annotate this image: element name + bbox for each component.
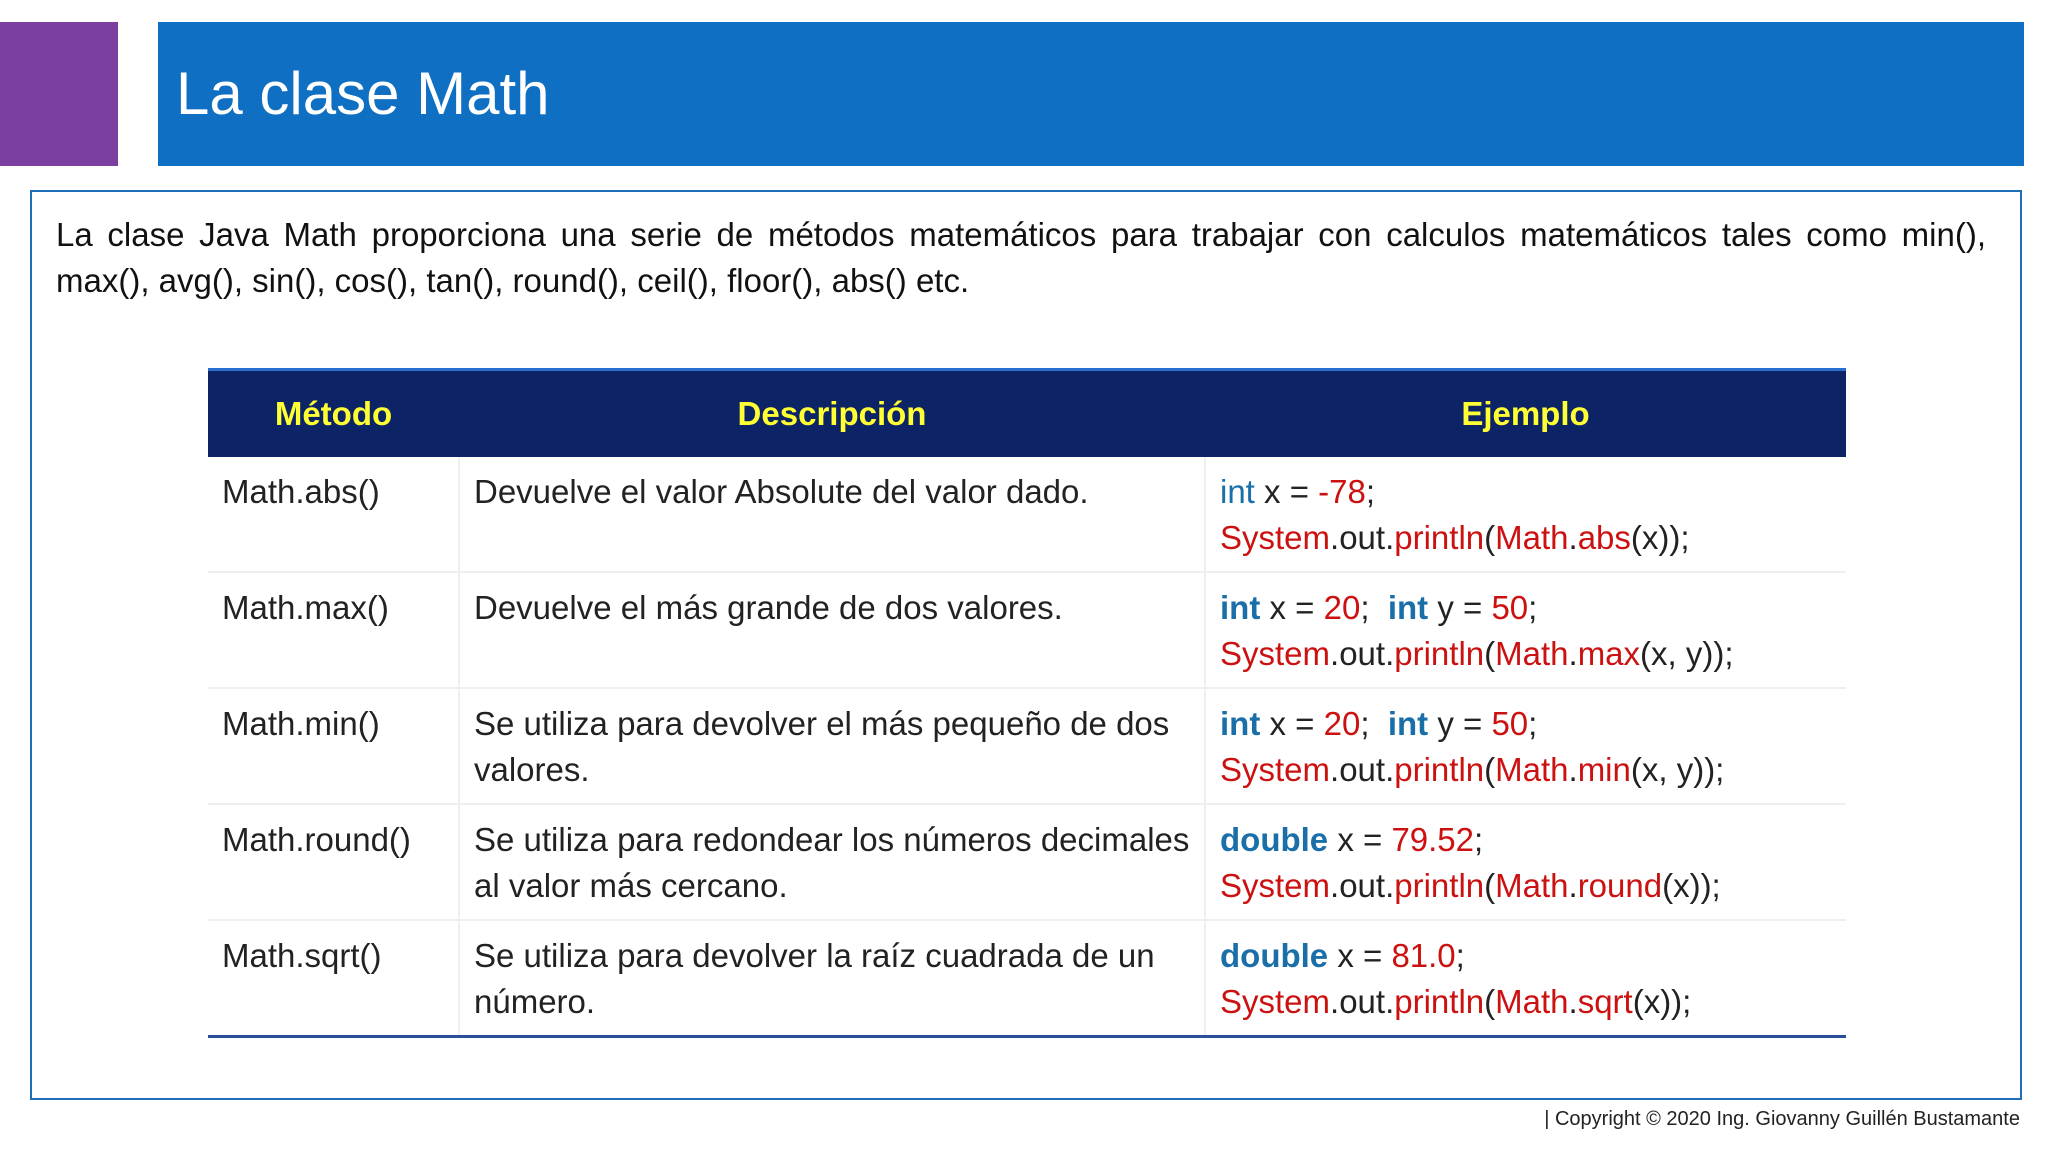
method-name: Math.sqrt() bbox=[208, 920, 459, 1037]
code-token: ; bbox=[1360, 705, 1388, 742]
code-token: ; bbox=[1474, 821, 1484, 858]
code-token: int bbox=[1220, 705, 1261, 742]
code-token: round bbox=[1577, 867, 1663, 904]
code-token: (x)); bbox=[1630, 519, 1690, 556]
method-example bbox=[1205, 572, 1846, 688]
title-bar bbox=[158, 22, 2024, 166]
code-token: ; bbox=[1360, 589, 1388, 626]
code-token: int bbox=[1387, 589, 1429, 626]
code-token: println bbox=[1394, 867, 1485, 904]
code-line bbox=[1220, 747, 1832, 793]
code-token: int bbox=[1220, 473, 1255, 510]
method-description: Se utiliza para devolver la raíz cuadrada de un número. bbox=[459, 920, 1205, 1037]
code-token: println bbox=[1394, 983, 1485, 1020]
table-row bbox=[208, 572, 1846, 688]
method-name: Math.round() bbox=[208, 804, 459, 920]
code-token: ( bbox=[1484, 519, 1496, 556]
code-token: min bbox=[1577, 751, 1631, 788]
intro-paragraph: La clase Java Math proporciona una serie de métodos matemáticos para trabajar con calculos matemáticos tales como min(), max(), avg(), sin(), cos(), tan(), round(), ceil(), floor(), abs() etc. bbox=[56, 216, 1986, 299]
methods-table bbox=[208, 368, 1846, 1038]
table-row bbox=[208, 920, 1846, 1037]
accent-square bbox=[0, 22, 118, 166]
code-token: System bbox=[1220, 751, 1331, 788]
code-token: 50 bbox=[1491, 589, 1529, 626]
code-token: (x)); bbox=[1632, 983, 1692, 1020]
code-token: 81.0 bbox=[1391, 937, 1456, 974]
code-token: max bbox=[1577, 635, 1641, 672]
code-token: .out. bbox=[1330, 635, 1395, 672]
code-token: println bbox=[1394, 635, 1485, 672]
code-token: . bbox=[1568, 983, 1578, 1020]
code-token: 79.52 bbox=[1391, 821, 1475, 858]
code-line bbox=[1220, 701, 1832, 747]
header-ejemplo: Ejemplo bbox=[1205, 370, 1846, 458]
method-example bbox=[1205, 804, 1846, 920]
code-token: sqrt bbox=[1577, 983, 1633, 1020]
code-line bbox=[1220, 863, 1832, 909]
code-line bbox=[1220, 515, 1832, 561]
code-line bbox=[1220, 817, 1832, 863]
method-example bbox=[1205, 457, 1846, 572]
code-token: System bbox=[1220, 983, 1331, 1020]
code-token: (x, y)); bbox=[1630, 751, 1725, 788]
code-token: x = bbox=[1260, 589, 1324, 626]
code-token: . bbox=[1568, 519, 1578, 556]
code-line bbox=[1220, 979, 1832, 1025]
method-name: Math.abs() bbox=[208, 457, 459, 572]
code-token: 50 bbox=[1491, 705, 1529, 742]
method-name: Math.max() bbox=[208, 572, 459, 688]
table-row bbox=[208, 688, 1846, 804]
code-token: ; bbox=[1365, 473, 1376, 510]
code-token: abs bbox=[1577, 519, 1631, 556]
code-token: -78 bbox=[1318, 473, 1366, 510]
header-descripcion: Descripción bbox=[459, 370, 1205, 458]
code-token: (x)); bbox=[1662, 867, 1721, 904]
method-description: Devuelve el valor Absolute del valor dado. bbox=[459, 457, 1205, 572]
table-header-row bbox=[208, 370, 1846, 458]
code-token: ( bbox=[1484, 867, 1496, 904]
method-name: Math.min() bbox=[208, 688, 459, 804]
code-token: System bbox=[1220, 519, 1331, 556]
copyright-footer: | Copyright © 2020 Ing. Giovanny Guillén Bustamante bbox=[1544, 1108, 2020, 1130]
code-token: .out. bbox=[1330, 983, 1395, 1020]
code-token: .out. bbox=[1330, 751, 1395, 788]
code-line bbox=[1220, 585, 1832, 631]
code-token: y = bbox=[1428, 589, 1492, 626]
code-token: ; bbox=[1455, 937, 1465, 974]
table-row bbox=[208, 804, 1846, 920]
code-token: . bbox=[1568, 751, 1578, 788]
code-token: double bbox=[1220, 937, 1329, 974]
code-token: Math bbox=[1495, 983, 1569, 1020]
code-token: 20 bbox=[1323, 589, 1361, 626]
header-metodo: Método bbox=[208, 370, 459, 458]
code-token: ; bbox=[1528, 589, 1538, 626]
method-example bbox=[1205, 920, 1846, 1037]
code-token: System bbox=[1220, 867, 1331, 904]
method-description: Se utiliza para devolver el más pequeño de dos valores. bbox=[459, 688, 1205, 804]
code-token: x = bbox=[1328, 937, 1392, 974]
code-line bbox=[1220, 631, 1832, 677]
code-token: int bbox=[1220, 589, 1261, 626]
code-token: println bbox=[1394, 751, 1485, 788]
code-token: x = bbox=[1328, 821, 1392, 858]
code-token: .out. bbox=[1330, 867, 1395, 904]
code-token: println bbox=[1394, 519, 1485, 556]
code-token: .out. bbox=[1330, 519, 1395, 556]
code-line bbox=[1220, 469, 1832, 515]
code-token: . bbox=[1568, 635, 1578, 672]
code-token: double bbox=[1220, 821, 1329, 858]
code-token: ( bbox=[1484, 983, 1496, 1020]
method-description: Se utiliza para redondear los números decimales al valor más cercano. bbox=[459, 804, 1205, 920]
code-line bbox=[1220, 933, 1832, 979]
code-token: Math bbox=[1495, 519, 1569, 556]
code-token: Math bbox=[1495, 867, 1569, 904]
slide-title: La clase Math bbox=[176, 60, 550, 127]
code-token: x = bbox=[1254, 473, 1319, 510]
code-token: int bbox=[1387, 705, 1429, 742]
method-example bbox=[1205, 688, 1846, 804]
code-token: Math bbox=[1495, 751, 1569, 788]
content-box bbox=[30, 190, 2022, 1100]
code-token: y = bbox=[1428, 705, 1492, 742]
code-token: 20 bbox=[1323, 705, 1361, 742]
code-token: Math bbox=[1495, 635, 1569, 672]
table-row bbox=[208, 457, 1846, 572]
code-token: ( bbox=[1484, 751, 1496, 788]
code-token: ( bbox=[1484, 635, 1496, 672]
code-token: . bbox=[1568, 867, 1578, 904]
code-token: System bbox=[1220, 635, 1331, 672]
code-token: x = bbox=[1260, 705, 1324, 742]
code-token: (x, y)); bbox=[1640, 635, 1734, 672]
method-description: Devuelve el más grande de dos valores. bbox=[459, 572, 1205, 688]
code-token: ; bbox=[1528, 705, 1538, 742]
